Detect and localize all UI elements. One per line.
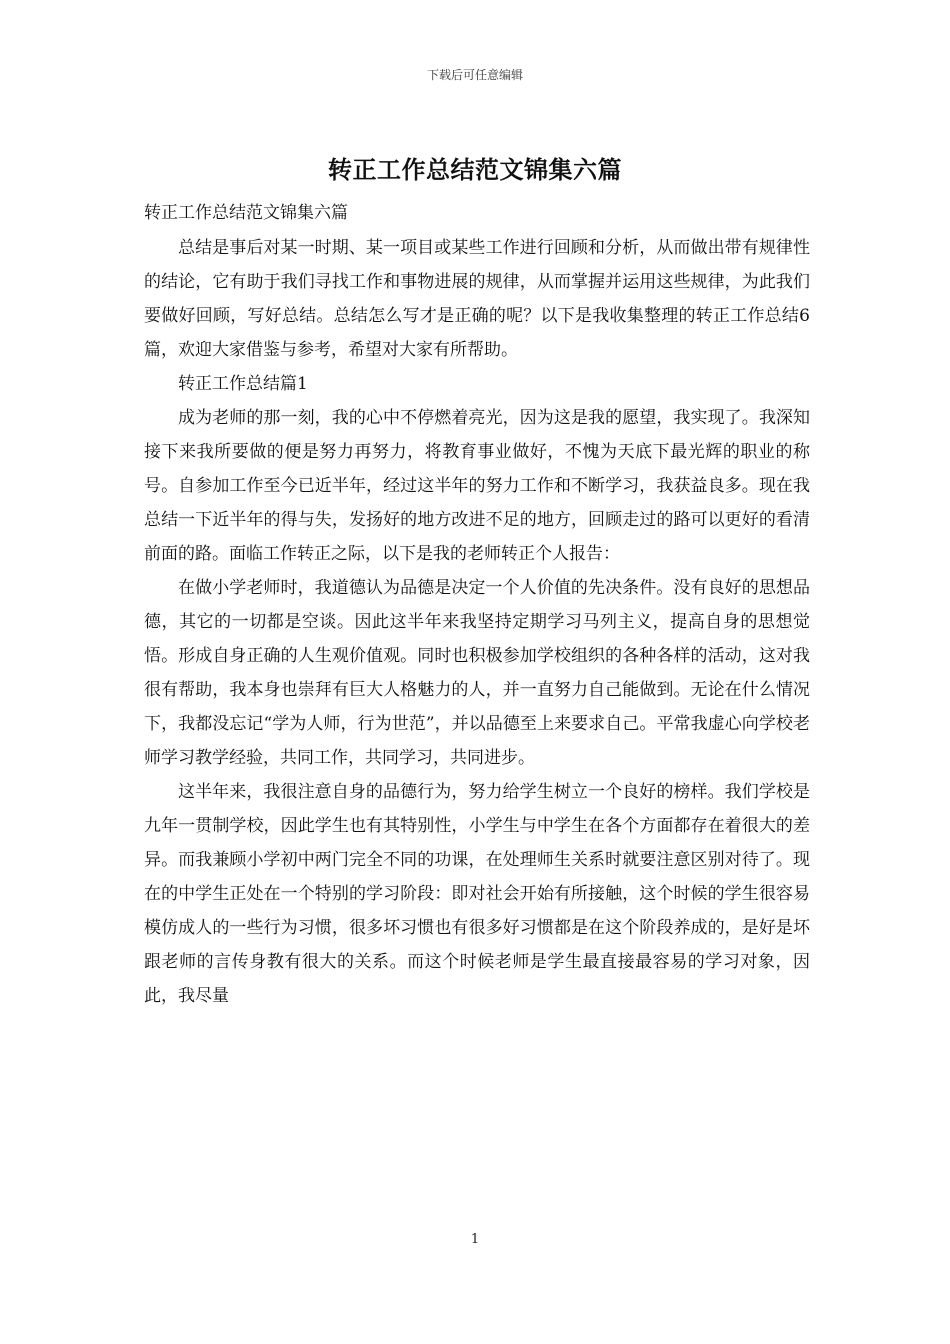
page-number: 1 bbox=[470, 1232, 480, 1247]
body-paragraph: 成为老师的那一刻，我的心中不停燃着亮光，因为这是我的愿望，我实现了。我深知接下来我所要做的便是努力再努力，将教育事业做好，不愧为天底下最光辉的职业的称号。自参加工作至今已近半年，经过这半年的努力工作和不断学习，我获益良多。现在我总结一下近半年的得与失，发扬好的地方改进不足的地方，回顾走过的路可以更好的看清前面的路。面临工作转正之际，以下是我的老师转正个人报告： bbox=[144, 408, 810, 564]
page-header: 下载后可任意编辑 bbox=[426, 68, 523, 82]
document-title: 转正工作总结范文锦集六篇 bbox=[328, 155, 622, 184]
body-paragraph: 这半年来，我很注意自身的品德行为，努力给学生树立一个良好的榜样。我们学校是九年一贯制学校，因此学生也有其特别性，小学生与中学生在各个方面都存在着很大的差异。而我兼顾小学初中两门完全不同的功课，在处理师生关系时就要注意区别对待了。现在的中学生正处在一个特别的学习阶段：即对社会开始有所接触，这个时候的学生很容易模仿成人的一些行为习惯，很多坏习惯也有很多好习惯都是在这个阶段养成的，是好是坏跟老师的言传身教有很大的关系。而这个时候老师是学生最直接最容易的学习对象，因此，我尽量 bbox=[144, 782, 810, 1006]
document-body bbox=[144, 196, 810, 1013]
section-heading: 转正工作总结篇1 bbox=[178, 374, 308, 394]
document-subtitle: 转正工作总结范文锦集六篇 bbox=[144, 203, 348, 223]
body-paragraph: 在做小学老师时，我道德认为品德是决定一个人价值的先决条件。没有良好的思想品德，其它的一切都是空谈。因此这半年来我坚持定期学习马列主义，提高自身的思想觉悟。形成自身正确的人生观价值观。同时也积极参加学校组织的各种各样的活动，这对我很有帮助，我本身也崇拜有巨大人格魅力的人，并一直努力自己能做到。无论在什么情况下，我都没忘记“学为人师，行为世范”，并以品德至上来要求自己。平常我虚心向学校老师学习教学经验，共同工作，共同学习，共同进步。 bbox=[144, 578, 810, 768]
intro-paragraph: 总结是事后对某一时期、某一项目或某些工作进行回顾和分析，从而做出带有规律性的结论，它有助于我们寻找工作和事物进展的规律，从而掌握并运用这些规律，为此我们要做好回顾，写好总结。总结怎么写才是正确的呢？以下是我收集整理的转正工作总结6篇，欢迎大家借鉴与参考，希望对大家有所帮助。 bbox=[144, 238, 810, 360]
